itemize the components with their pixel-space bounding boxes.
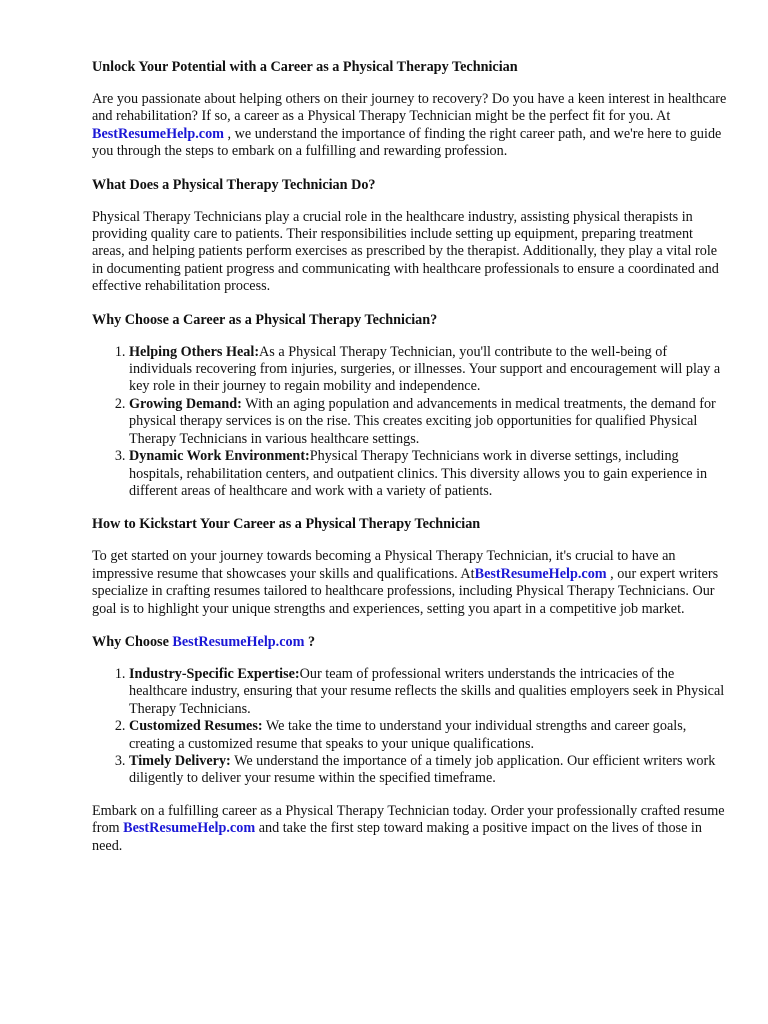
list-item-text: Our team of professional writers understands the intricacies of the healthcare industry, ensuring that your resume reflects the skills and qualities employers seek in Physical Therapy Technicians.	[129, 665, 725, 717]
intro-text-after: , we understand the importance of finding the right career path, and we're here to guide you through the steps to embark on a fulfilling and rewarding profession.	[92, 125, 722, 160]
section-heading-why-career: Why Choose a Career as a Physical Therapy Technician?	[92, 311, 438, 328]
list-item	[129, 448, 728, 500]
list-item-label: Customized Resumes:	[129, 718, 263, 735]
list-item-text: We take the time to understand your individual strengths and career goals, creating a customized resume that speaks to your unique qualifications.	[129, 718, 687, 752]
list-item-label: Timely Delivery:	[129, 752, 231, 769]
list-item	[129, 718, 728, 753]
kickstart-paragraph	[92, 548, 728, 618]
closing-text-after: and take the first step toward making a positive impact on the lives of those in need.	[92, 820, 702, 854]
list-item	[129, 753, 728, 788]
why-career-list	[92, 344, 728, 501]
list-item	[129, 344, 728, 396]
intro-paragraph	[92, 91, 728, 161]
why-choose-heading-before: Why Choose	[92, 633, 173, 650]
list-item-label: Growing Demand:	[129, 395, 242, 412]
site-link[interactable]: BestResumeHelp.com	[92, 125, 224, 142]
list-item-label: Industry-Specific Expertise:	[129, 665, 300, 682]
why-choose-heading-after: ?	[304, 633, 316, 650]
closing-paragraph	[92, 803, 728, 855]
list-item-text: We understand the importance of a timely job application. Our efficient writers work diligently to deliver your resume within the specified timeframe.	[129, 752, 716, 787]
list-item-text: Physical Therapy Technicians work in diverse settings, including hospitals, rehabilitation centers, and outpatient clinics. This diversity allows you to gain experience in different areas of healthcare and work with a variety of patients.	[129, 448, 708, 499]
section-heading-what: What Does a Physical Therapy Technician Do?	[92, 176, 376, 193]
kickstart-text-before: To get started on your journey towards becoming a Physical Therapy Technician, it's crucial to have an impressive resume that showcases your skills and qualifications. At	[92, 548, 676, 582]
page-title: Unlock Your Potential with a Career as a Physical Therapy Technician	[92, 59, 518, 75]
section-heading-why-choose	[92, 633, 728, 651]
section-heading-kickstart: How to Kickstart Your Career as a Physical Therapy Technician	[92, 516, 481, 533]
list-item	[129, 666, 728, 718]
section-what-body: Physical Therapy Technicians play a crucial role in the healthcare industry, assisting physical therapists in providing quality care to patients. Their responsibilities include setting up equipment, preparing treatment areas, and helping patients perform exercises as prescribed by the therapist. Additionally, they play a vital role in documenting patient progress and communicating with healthcare professionals to ensure a coordinated and effective rehabilitation process.	[92, 208, 719, 295]
site-link[interactable]: BestResumeHelp.com	[123, 820, 256, 837]
list-item-label: Helping Others Heal:	[129, 343, 260, 360]
list-item	[129, 396, 728, 448]
list-item-label: Dynamic Work Environment:	[129, 448, 310, 465]
list-item-text: With an aging population and advancements in medical treatments, the demand for physical therapy services is on the rise. This creates exciting job opportunities for qualified Physical Therapy Technicians in various healthcare settings.	[129, 395, 716, 447]
list-item-text: As a Physical Therapy Technician, you'll contribute to the well-being of individuals recovering from injuries, surgeries, or illnesses. Your support and encouragement will play a key role in their journey to regain mobility and independence.	[129, 343, 721, 395]
why-choose-list	[92, 666, 728, 788]
kickstart-text-after: , our expert writers specialize in crafting resumes tailored to healthcare professions, including Physical Therapy Technicians. Our goal is to highlight your unique strengths and experiences, setting you apart in a competitive job market.	[92, 565, 719, 617]
intro-text-before: Are you passionate about helping others on their journey to recovery? Do you have a keen interest in healthcare and rehabilitation? If so, a career as a Physical Therapy Technician might be the perfect fit for you. At	[92, 91, 727, 125]
site-link[interactable]: BestResumeHelp.com	[474, 565, 607, 582]
closing-text-before: Embark on a fulfilling career as a Physical Therapy Technician today. Order your professionally crafted resume from	[92, 802, 725, 837]
site-link[interactable]: BestResumeHelp.com	[172, 633, 305, 650]
